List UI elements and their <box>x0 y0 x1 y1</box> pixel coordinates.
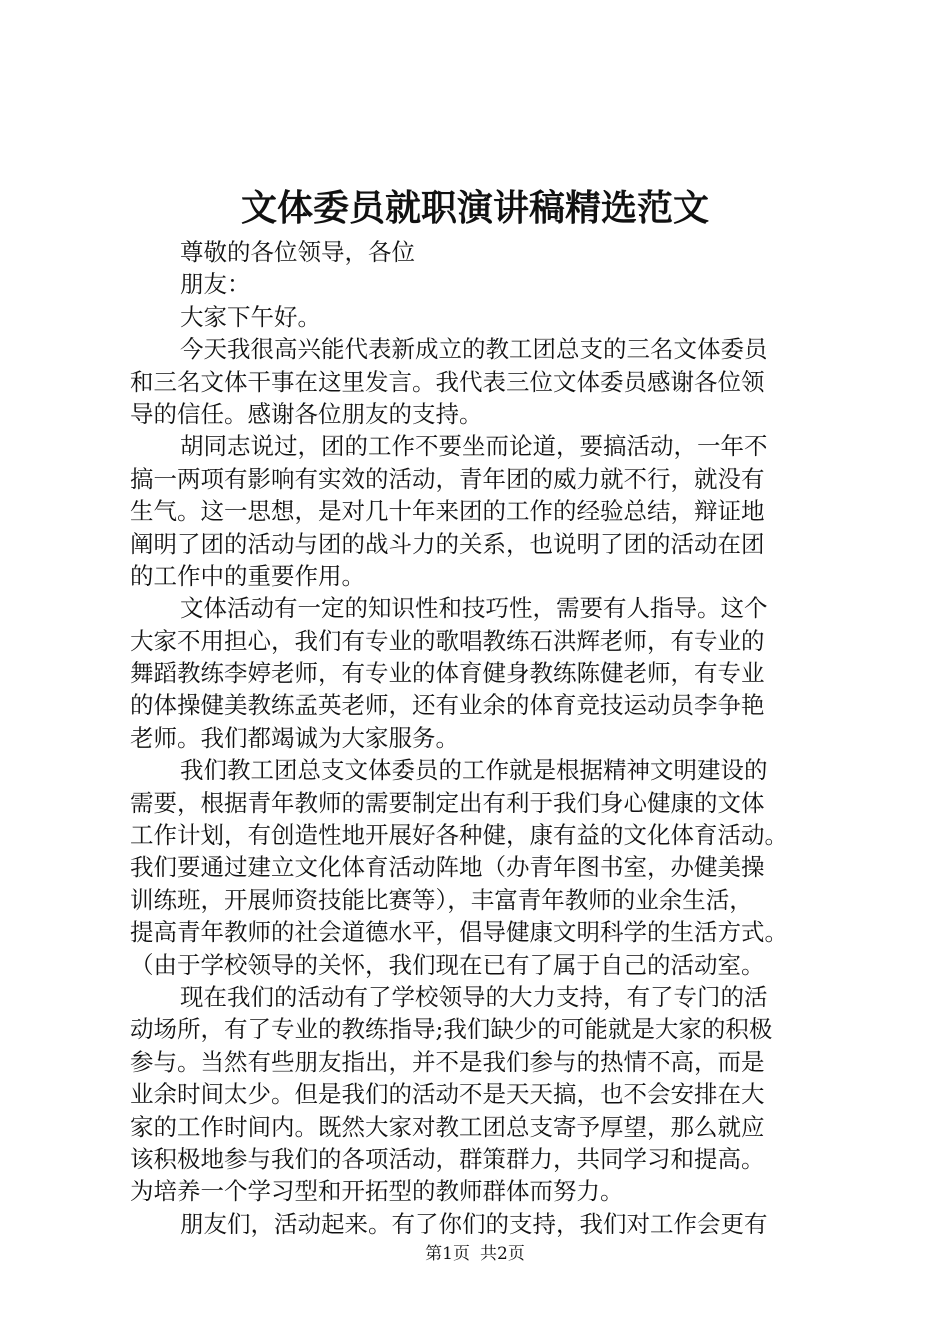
text-line: 为培养一个学习型和开拓型的教师群体而努力。 <box>130 1177 624 1206</box>
text-line: 参与。当然有些朋友指出，并不是我们参与的热情不高，而是 <box>130 1047 765 1076</box>
text-line: 该积极地参与我们的各项活动，群策群力，共同学习和提高。 <box>130 1144 765 1173</box>
text-line: 生气。这一思想，是对几十年来团的工作的经验总结，辩证地 <box>130 497 765 526</box>
text-line: 提高青年教师的社会道德水平，倡导健康文明科学的生活方式。 <box>130 918 788 947</box>
text-line: 文体活动有一定的知识性和技巧性，需要有人指导。这个 <box>180 594 768 623</box>
text-line: 阐明了团的活动与团的战斗力的关系，也说明了团的活动在团 <box>130 529 765 558</box>
page-total: 共2页 <box>480 1244 525 1264</box>
text-line: （由于学校领导的关怀，我们现在已有了属于自己的活动室。 <box>130 950 765 979</box>
text-line: 和三名文体干事在这里发言。我代表三位文体委员感谢各位领 <box>130 367 765 396</box>
document-body <box>130 236 830 1240</box>
text-line: 朋友们，活动起来。有了你们的支持，我们对工作会更有 <box>180 1209 768 1238</box>
text-line: 搞一两项有影响有实效的活动，青年团的威力就不行，就没有 <box>130 464 765 493</box>
text-line: 今天我很高兴能代表新成立的教工团总支的三名文体委员 <box>180 335 768 364</box>
text-line: 我们教工团总支文体委员的工作就是根据精神文明建设的 <box>180 756 768 785</box>
text-line: 大家下午好。 <box>180 302 321 331</box>
text-line: 大家不用担心，我们有专业的歌唱教练石洪辉老师，有专业的 <box>130 626 765 655</box>
page-footer <box>0 1242 950 1266</box>
page-title: 文体委员就职演讲稿精选范文 <box>240 187 709 229</box>
text-line: 朋友： <box>180 270 251 299</box>
text-line: 导的信任。感谢各位朋友的支持。 <box>130 399 483 428</box>
text-line: 老师。我们都竭诚为大家服务。 <box>130 723 459 752</box>
text-line: 工作计划，有创造性地开展好各种健，康有益的文化体育活动。 <box>130 821 788 850</box>
text-line: 训练班，开展师资技能比赛等），丰富青年教师的业余生活， <box>130 885 753 914</box>
page-number: 第1页 <box>425 1244 470 1264</box>
text-line: 舞蹈教练李婷老师，有专业的体育健身教练陈健老师，有专业 <box>130 659 765 688</box>
text-line: 动场所，有了专业的教练指导;我们缺少的可能就是大家的积极 <box>130 1015 773 1044</box>
text-line: 家的工作时间内。既然大家对教工团总支寄予厚望，那么就应 <box>130 1112 765 1141</box>
text-line: 需要，根据青年教师的需要制定出有利于我们身心健康的文体 <box>130 788 765 817</box>
text-line: 的工作中的重要作用。 <box>130 561 365 590</box>
text-line: 尊敬的各位领导，各位 <box>180 238 415 266</box>
text-line: 业余时间太少。但是我们的活动不是天天搞，也不会安排在大 <box>130 1080 765 1109</box>
text-line: 现在我们的活动有了学校领导的大力支持，有了专门的活 <box>180 982 768 1011</box>
text-line: 的体操健美教练孟英老师，还有业余的体育竞技运动员李争艳 <box>130 691 765 720</box>
text-line: 我们要通过建立文化体育活动阵地（办青年图书室，办健美操 <box>130 853 765 882</box>
text-line: 胡同志说过，团的工作不要坐而论道，要搞活动，一年不 <box>180 432 768 461</box>
